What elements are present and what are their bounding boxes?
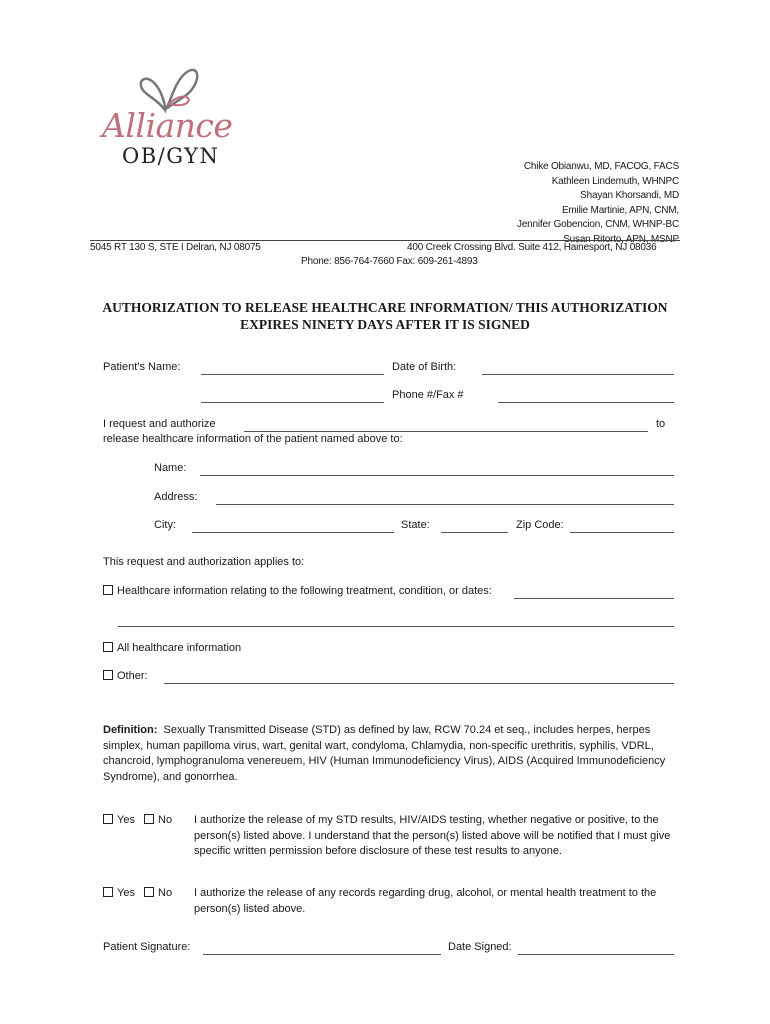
other-label: Other: — [117, 670, 148, 682]
records-no-label: No — [158, 887, 173, 899]
doctor-name: Chike Obianwu, MD, FACOG, FACS — [523, 161, 679, 172]
patient-signature-field[interactable] — [203, 954, 441, 955]
address-field[interactable] — [216, 504, 674, 505]
title-line-2: EXPIRES NINETY DAYS AFTER IT IS SIGNED — [240, 317, 530, 332]
option-treatment[interactable] — [103, 585, 492, 597]
treatment-field-2[interactable] — [118, 626, 674, 627]
state-label: State: — [401, 519, 430, 531]
doctor-name: Jennifer Gobencion, CNM, WHNP-BC — [517, 219, 679, 231]
doctor-name: Emilie Martinie, APN, CNM, — [561, 204, 679, 216]
request-label: I request and authorize — [103, 418, 216, 430]
all-label: All healthcare information — [117, 642, 242, 654]
records-yes-checkbox[interactable] — [103, 887, 113, 897]
doctor-name: Susan Ritorto, APN, MSNP — [563, 233, 679, 245]
city-label: City: — [154, 519, 176, 531]
definition-text: Sexually Transmitted Disease (STD) as defined by law, RCW 70.24 et seq., includes herpes, herpes simplex, human papilloma virus, wart, genital wart, condyloma, Chlamydia, non-specific urethritis, syphilis, VDRL, chancroid, lymphogranuloma venereuem, HIV (Human Immunodeficiency Virus), AIDS (Acquired Immunodeficiency Syndrome), and gonorrhea. — [103, 724, 666, 783]
header-divider — [90, 240, 680, 241]
std-no-label: No — [158, 814, 173, 826]
records-yes[interactable] — [103, 887, 135, 899]
city-field[interactable] — [192, 532, 394, 533]
std-yes[interactable] — [103, 814, 135, 826]
logo-sub: OB/GYN — [122, 144, 220, 168]
phone-fax-label: Phone #/Fax # — [392, 389, 464, 401]
records-no[interactable] — [144, 887, 172, 899]
logo-brand: Alliance — [102, 106, 233, 145]
logo — [100, 66, 260, 166]
std-no[interactable] — [144, 814, 172, 826]
address-label: Address: — [154, 491, 198, 503]
applies-to-label: This request and authorization applies to: — [103, 556, 305, 568]
recipient-name-label: Name: — [154, 462, 187, 474]
treatment-field[interactable] — [514, 598, 674, 599]
phone-fax: Phone: 856-764-7660 Fax: 609-261-4893 — [301, 256, 478, 267]
all-checkbox[interactable] — [103, 642, 113, 652]
option-other[interactable] — [103, 670, 148, 682]
zip-label: Zip Code: — [516, 519, 564, 531]
request-to-label: to — [656, 418, 666, 430]
patient-name-label: Patient’s Name: — [103, 361, 181, 373]
doctor-name: Shayan Khorsandi, MD — [580, 190, 679, 202]
patient-signature-label: Patient Signature: — [103, 941, 191, 953]
doctor-name: Kathleen Lindemuth, WHNPC — [551, 175, 679, 187]
doctor-list — [517, 160, 679, 248]
request-line-2: release healthcare information of the patient named above to: — [103, 433, 403, 445]
title-line-1: AUTHORIZATION TO RELEASE HEALTHCARE INFORMATION/ THIS AUTHORIZATION — [102, 300, 668, 315]
std-yes-label: Yes — [117, 814, 135, 826]
page-title — [60, 299, 710, 333]
provider-field[interactable] — [244, 431, 648, 432]
patient-name-field-2[interactable] — [201, 402, 384, 403]
dob-label: Date of Birth: — [392, 361, 457, 373]
std-no-checkbox[interactable] — [144, 814, 154, 824]
definition — [103, 723, 678, 785]
records-no-checkbox[interactable] — [144, 887, 154, 897]
treatment-label: Healthcare information relating to the following treatment, condition, or dates: — [117, 585, 492, 597]
other-checkbox[interactable] — [103, 670, 113, 680]
phone-fax-field[interactable] — [498, 402, 674, 403]
date-signed-field[interactable] — [518, 954, 674, 955]
records-consent-text: I authorize the release of any records regarding drug, alcohol, or mental health treatment to the person(s) listed above. — [194, 887, 657, 915]
other-field[interactable] — [164, 683, 674, 684]
patient-name-field[interactable] — [201, 374, 384, 375]
std-yes-checkbox[interactable] — [103, 814, 113, 824]
recipient-name-field[interactable] — [200, 475, 674, 476]
definition-label: Definition: — [103, 724, 158, 736]
state-field[interactable] — [441, 532, 508, 533]
records-yes-label: Yes — [117, 887, 135, 899]
treatment-checkbox[interactable] — [103, 585, 113, 595]
zip-field[interactable] — [570, 532, 674, 533]
option-all[interactable] — [103, 642, 241, 654]
std-consent-text: I authorize the release of my STD results, HIV/AIDS testing, whether negative or positive, to the person(s) listed above. I understand that the person(s) listed above will be notified that I must give specific written permission before disclosure of these test results to anyone. — [194, 814, 671, 857]
address-left: 5045 RT 130 S, STE I Delran, NJ 08075 — [90, 242, 261, 253]
dob-field[interactable] — [482, 374, 674, 375]
address-right: 400 Creek Crossing Blvd. Suite 412, Hainesport, NJ 08036 — [407, 242, 657, 253]
date-signed-label: Date Signed: — [448, 941, 512, 953]
